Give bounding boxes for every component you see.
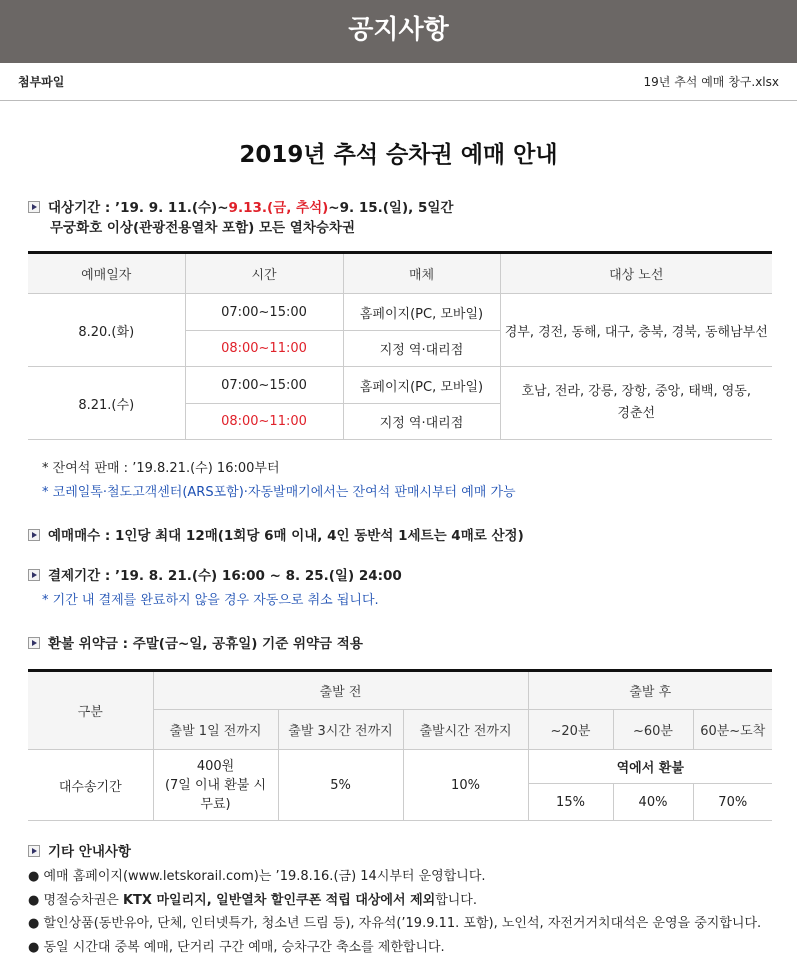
refund-section: 환불 위약금 : 주말(금~일, 공휴일) 기준 위약금 적용 bbox=[28, 634, 363, 654]
refund-table: 구분 출발 전 출발 후 출발 1일 전까지 출발 3시간 전까지 출발시간 전까지 ~20분 ~60분 60분~도착 대수송기간 400원 (7일 이내 환불 시 무료) 5% 10% 역에서 환불 15% 40% 70% bbox=[28, 669, 772, 821]
notice-title: 2019년 추석 승차권 예매 안내 bbox=[0, 136, 797, 169]
period-section: 대상기간 : ’19. 9. 11.(수)~9.13.(금, 추석)~9. 15.(일), 5일간 무궁화호 이상(관광전용열차 포함) 모든 열차승차권 bbox=[28, 198, 453, 238]
etc-list bbox=[28, 865, 761, 959]
attachment-file-link[interactable]: 19년 추석 예매 창구.xlsx bbox=[644, 73, 779, 90]
limit-section: 예매매수 : 1인당 최대 12매(1회당 6매 이내, 4인 동반석 1세트는 4매로 산정) bbox=[28, 526, 524, 546]
table-row: 08:00~11:00 지정 역·대리점 bbox=[28, 331, 772, 367]
page-header: 공지사항 bbox=[0, 0, 797, 63]
attachment-label: 첨부파일 bbox=[18, 73, 64, 90]
list-item: ● 동일 시간대 중복 예매, 단거리 구간 예매, 승차구간 축소를 제한합니다. bbox=[28, 936, 761, 959]
table-row: 8.21.(수) 07:00~15:00 홈페이지(PC, 모바일) 호남, 전라, 강릉, 장항, 중앙, 태백, 영동, 경춘선 bbox=[28, 367, 772, 404]
remain-note-2: * 코레일톡·철도고객센터(ARS포함)·자동발매기에서는 잔여석 판매시부터 예매 가능 bbox=[42, 483, 516, 503]
list-item: ● 할인상품(동반유아, 단체, 인터넷특가, 청소년 드림 등), 자유석(’19.9.11. 포함), 노인석, 자전거거치대석은 운영을 중지합니다. bbox=[28, 912, 761, 936]
attachment-bar bbox=[0, 63, 797, 101]
table-row: 대수송기간 400원 (7일 이내 환불 시 무료) 5% 10% 역에서 환불 bbox=[28, 750, 772, 784]
bullet-arrow-icon bbox=[28, 201, 40, 213]
table-row: 8.20.(화) 07:00~15:00 홈페이지(PC, 모바일) 경부, 경전, 동해, 대구, 충북, 경북, 동해남부선 bbox=[28, 294, 772, 331]
bullet-arrow-icon bbox=[28, 637, 40, 649]
bullet-arrow-icon bbox=[28, 845, 40, 857]
payment-section: 결제기간 : ’19. 8. 21.(수) 16:00 ~ 8. 25.(일) 24:00 bbox=[28, 566, 402, 586]
table-row: 15% 40% 70% bbox=[28, 784, 772, 821]
bullet-arrow-icon bbox=[28, 569, 40, 581]
list-item: ● 예매 홈페이지(www.letskorail.com)는 ’19.8.16.(금) 14시부터 운영합니다. bbox=[28, 865, 761, 889]
list-item: ● 명절승차권은 KTX 마일리지, 일반열차 할인쿠폰 적립 대상에서 제외합니다. bbox=[28, 889, 761, 913]
etc-section: 기타 안내사항 bbox=[28, 842, 131, 862]
bullet-arrow-icon bbox=[28, 529, 40, 541]
schedule-table: 예매일자 시간 매체 대상 노선 8.20.(화) 07:00~15:00 홈페이지(PC, 모바일) 경부, 경전, 동해, 대구, 충북, 경북, 동해남부선 08:00~11:00 지정 역·대리점 8.21.(수) 07:00~15:00 홈페이지(PC, 모바일) 호남, 전라, 강릉, 장항, 중앙, 태백, 영동, 경춘선 08:00~11:00 지정 역·대리점 bbox=[28, 251, 772, 440]
remain-note: * 잔여석 판매 : ’19.8.21.(수) 16:00부터 bbox=[42, 459, 280, 479]
payment-note: * 기간 내 결제를 완료하지 않을 경우 자동으로 취소 됩니다. bbox=[42, 591, 379, 611]
table-row: 08:00~11:00 지정 역·대리점 bbox=[28, 404, 772, 440]
